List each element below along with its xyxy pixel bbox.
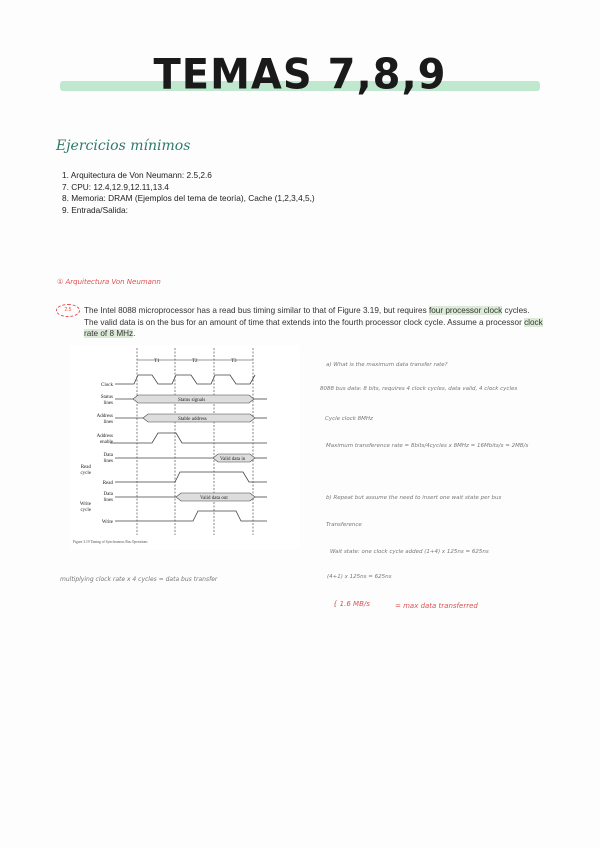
note: { 1.6 MB/s — [333, 600, 370, 608]
problem-number: 2.5 — [56, 304, 80, 317]
bar-label: Valid data in — [220, 457, 246, 462]
problem-text: The Intel 8088 microprocessor has a read bus timing similar to that of Figure 3.19, but requires four processor clock cycles. The valid data is on the bus for an amount of time that extends into the fourth processor clock cycle. Assume a processor clock rate of 8 MHz. — [84, 306, 543, 338]
signal-label: Write — [79, 502, 91, 507]
list-item: 7. CPU: 12.4,12.9,12.11,13.4 — [62, 181, 169, 192]
signal-label: lines — [103, 459, 113, 464]
note: Transference — [326, 522, 362, 528]
signal-label: Write — [101, 520, 113, 525]
period-label: T2 — [192, 359, 198, 364]
signal-label: lines — [103, 420, 113, 425]
note: a) What is the maximum data transfer rate? — [326, 362, 448, 368]
figure-caption: Figure 3.19 Timing of Synchronous Bus Operations — [73, 540, 148, 544]
signal-label: Clock — [101, 383, 113, 388]
signal-label: lines — [103, 401, 113, 406]
section-heading: Ejercicios mínimos — [56, 138, 191, 154]
signal-label: lines — [103, 498, 113, 503]
signal-label: Read — [80, 465, 91, 470]
signal-label: cycle — [80, 508, 91, 513]
signal-label: Status — [100, 395, 113, 400]
cycle-dividers — [137, 348, 253, 535]
note: (4+1) x 125ns = 625ns — [327, 574, 392, 580]
signal-label: Data — [103, 492, 113, 497]
note: 8088 bus data: 8 bits, requires 4 clock cycles, data valid, 4 clock cycles — [320, 386, 518, 392]
side-note: multiplying clock rate x 4 cycles = data bus transfer — [60, 576, 218, 583]
period-label: T3 — [231, 359, 237, 364]
signal-label: cycle — [80, 471, 91, 476]
exercise-list — [62, 170, 315, 216]
list-item: 1. Arquitectura de Von Neumann: 2.5,2.6 — [62, 170, 212, 180]
timing-diagram — [70, 345, 300, 550]
bar-label: Stable address — [178, 417, 207, 422]
page-title: TEMAS 7,8,9 — [153, 50, 447, 100]
signal-label: Address — [96, 414, 113, 419]
bar-label: Status signals — [178, 398, 206, 403]
list-item: 9. Entrada/Salida: — [62, 204, 128, 215]
note: Cycle clock 8MHz — [325, 416, 373, 422]
period-label: T1 — [154, 359, 160, 364]
bar-label: Valid data out — [200, 496, 228, 501]
signal-label: Address — [96, 434, 113, 439]
note: Maximum transference rate = 8bits/4cycles x 8MHz = 16Mbits/s = 2MB/s — [326, 443, 529, 449]
signal-label: Read — [102, 481, 113, 486]
signal-label: Data — [103, 453, 113, 458]
list-item: 8. Memoria: DRAM (Ejemplos del tema de teoría), Cache (1,2,3,4,5,) — [62, 193, 315, 203]
note: b) Repeat but assume the need to insert one wait state per bus — [326, 495, 502, 501]
note: Wait state: one clock cycle added (1+4) x 125ns = 625ns — [330, 549, 489, 555]
note: = max data transferred — [395, 602, 478, 610]
section-label: ① Arquitectura Von Neumann — [57, 278, 161, 286]
signal-label: enable — [99, 440, 113, 445]
